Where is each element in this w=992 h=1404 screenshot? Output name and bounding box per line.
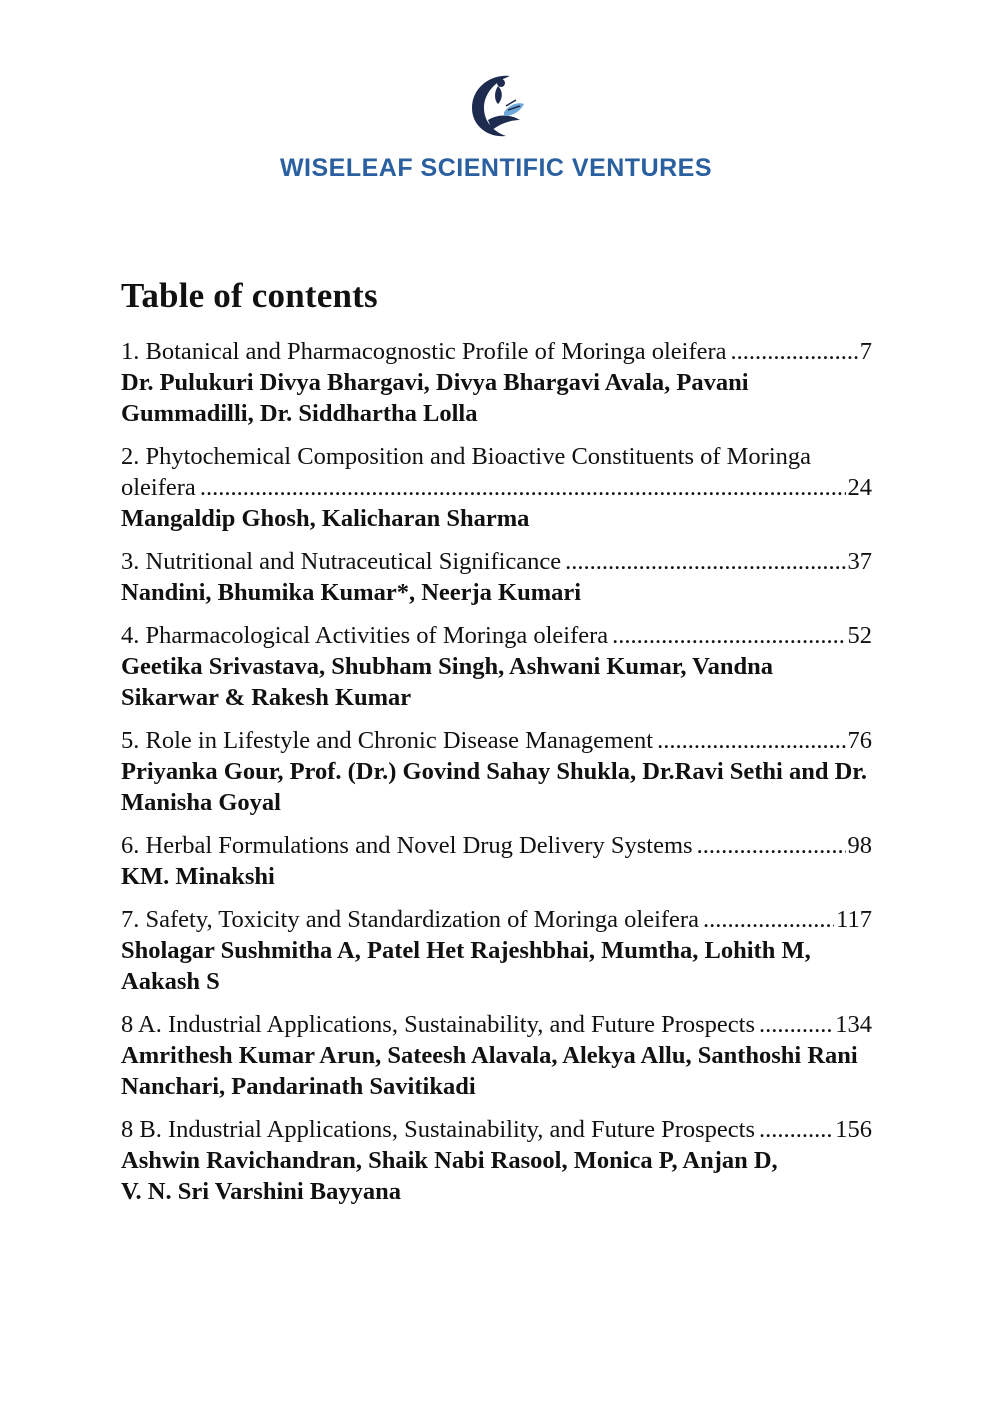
dot-leader	[200, 472, 846, 503]
dot-leader	[703, 904, 834, 935]
dot-leader	[697, 830, 846, 861]
toc-entry-8b	[121, 1114, 872, 1207]
chapter-authors: Sholagar Sushmitha A, Patel Het Rajeshbhai, Mumtha, Lohith M, Aakash S	[121, 937, 811, 995]
chapter-title[interactable]: 2. Phytochemical Composition and Bioactive Constituents of Moringa	[121, 443, 812, 470]
page-number: 98	[847, 832, 872, 859]
wiseleaf-logo-icon	[464, 70, 528, 140]
chapter-authors: Nandini, Bhumika Kumar*, Neerja Kumari	[121, 579, 582, 606]
page-number: 7	[859, 338, 872, 365]
toc-entry-1	[121, 336, 872, 429]
publisher-name: WISELEAF SCIENTIFIC VENTURES	[279, 154, 713, 182]
toc-heading: Table of contents	[121, 276, 378, 315]
page-number: 76	[847, 727, 872, 754]
toc-entry-6	[121, 830, 872, 892]
toc-entry-3	[121, 546, 872, 608]
chapter-title[interactable]: 3. Nutritional and Nutraceutical Significance	[121, 548, 562, 575]
chapter-title-continued[interactable]: oleifera	[121, 474, 196, 501]
page-number: 52	[847, 622, 872, 649]
page-number: 156	[835, 1116, 872, 1143]
chapter-title[interactable]: 6. Herbal Formulations and Novel Drug Delivery Systems	[121, 832, 693, 859]
chapter-authors: Mangaldip Ghosh, Kalicharan Sharma	[121, 505, 530, 532]
chapter-title[interactable]: 1. Botanical and Pharmacognostic Profile of Moringa oleifera	[121, 338, 727, 365]
page-number: 134	[835, 1011, 872, 1038]
page-number: 117	[836, 906, 872, 933]
dot-leader	[612, 620, 845, 651]
chapter-authors: Ashwin Ravichandran, Shaik Nabi Rasool, Monica P, Anjan D,	[121, 1147, 778, 1174]
dot-leader	[565, 546, 845, 577]
table-of-contents	[121, 336, 872, 1219]
toc-entry-2	[121, 441, 872, 534]
dot-leader	[657, 725, 845, 756]
chapter-authors: Dr. Pulukuri Divya Bhargavi, Divya Bhargavi Avala, Pavani Gummadilli, Dr. Siddhartha Lolla	[121, 369, 749, 427]
chapter-title[interactable]: 8 A. Industrial Applications, Sustainability, and Future Prospects	[121, 1011, 755, 1038]
dot-leader	[731, 336, 858, 367]
chapter-authors: Amrithesh Kumar Arun, Sateesh Alavala, Alekya Allu, Santhoshi Rani Nanchari, Pandarinath Savitikadi	[121, 1042, 858, 1100]
toc-entry-5	[121, 725, 872, 818]
publisher-header	[0, 70, 992, 183]
chapter-title[interactable]: 7. Safety, Toxicity and Standardization of Moringa oleifera	[121, 906, 699, 933]
toc-entry-7	[121, 904, 872, 997]
chapter-title[interactable]: 8 B. Industrial Applications, Sustainability, and Future Prospects	[121, 1116, 755, 1143]
chapter-authors-continued: V. N. Sri Varshini Bayyana	[121, 1178, 402, 1205]
dot-leader	[759, 1114, 833, 1145]
chapter-title[interactable]: 5. Role in Lifestyle and Chronic Disease Management	[121, 727, 654, 754]
toc-entry-8a	[121, 1009, 872, 1102]
page-number: 37	[847, 548, 872, 575]
dot-leader	[759, 1009, 833, 1040]
chapter-authors: KM. Minakshi	[121, 863, 275, 890]
chapter-title[interactable]: 4. Pharmacological Activities of Moringa oleifera	[121, 622, 609, 649]
chapter-authors: Geetika Srivastava, Shubham Singh, Ashwani Kumar, Vandna Sikarwar & Rakesh Kumar	[121, 653, 773, 711]
toc-entry-4	[121, 620, 872, 713]
page-number: 24	[847, 474, 872, 501]
chapter-authors: Priyanka Gour, Prof. (Dr.) Govind Sahay Shukla, Dr.Ravi Sethi and Dr. Manisha Goyal	[121, 758, 868, 816]
